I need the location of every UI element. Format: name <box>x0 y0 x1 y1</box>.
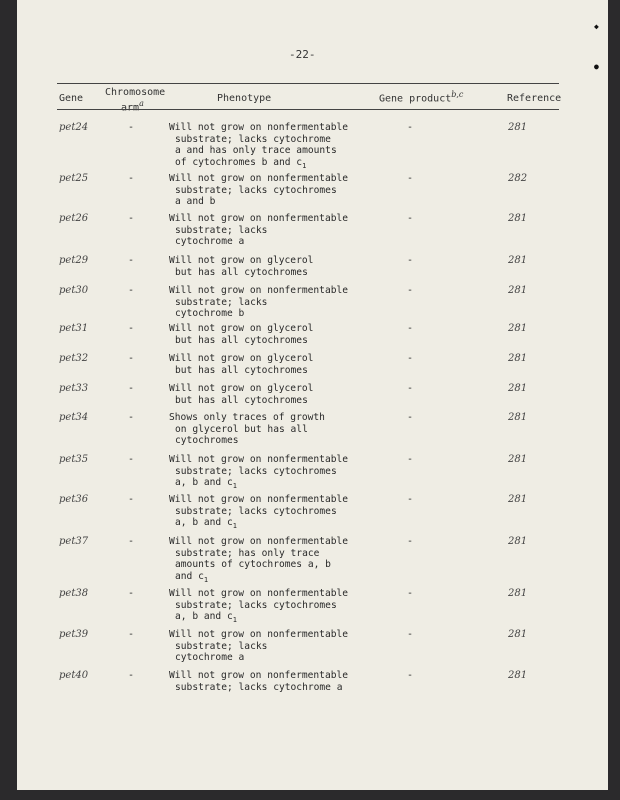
gene-cell: pet40 <box>59 670 89 681</box>
phenotype-line: on glycerol but has all <box>175 423 308 435</box>
phenotype-line: substrate; lacks <box>175 296 268 308</box>
gene-product-cell: - <box>407 353 414 364</box>
phenotype-line: substrate; lacks cytochromes <box>175 184 337 196</box>
phenotype-line: a, b and $c_1$ <box>175 517 237 531</box>
gene-product-cell: - <box>407 255 414 266</box>
phenotype-line: Will not grow on nonfermentable <box>169 629 349 640</box>
gene-cell: pet30 <box>59 285 89 296</box>
reference-cell: 281 <box>508 670 528 681</box>
phenotype-line: substrate; lacks cytochromes <box>175 465 337 477</box>
phenotype-line: Will not grow on nonfermentable <box>169 213 349 224</box>
phenotype-cell <box>169 213 348 248</box>
header-gene-product: Gene product$^{b,c}$ <box>379 90 464 105</box>
phenotype-cell <box>169 629 348 664</box>
phenotype-cell <box>169 285 348 320</box>
phenotype-line: a, b and $c_1$ <box>175 611 237 625</box>
gene-cell: pet32 <box>59 353 89 364</box>
gene-cell: pet38 <box>59 588 89 599</box>
phenotype-line: but has all cytochromes <box>175 394 308 406</box>
reference-cell: 281 <box>508 454 528 465</box>
chromosome-arm-cell: - <box>128 454 135 465</box>
phenotype-line: Will not grow on nonfermentable <box>169 536 349 547</box>
subscript: 1 <box>232 616 237 625</box>
gene-cell: pet24 <box>59 122 89 133</box>
chromosome-arm-cell: - <box>128 494 135 505</box>
phenotype-cell <box>169 122 348 172</box>
phenotype-cell <box>169 670 348 693</box>
gene-cell: pet35 <box>59 454 89 465</box>
phenotype-line: substrate; has only trace <box>175 547 320 559</box>
chromosome-arm-cell: - <box>128 173 135 184</box>
phenotype-cell <box>169 536 348 586</box>
gene-cell: pet34 <box>59 412 89 423</box>
gene-cell: pet33 <box>59 383 89 394</box>
phenotype-line: Will not grow on nonfermentable <box>169 588 349 599</box>
chromosome-arm-cell: - <box>128 536 135 547</box>
gene-product-cell: - <box>407 122 414 133</box>
phenotype-line: cytochromes <box>175 435 239 447</box>
chromosome-arm-cell: - <box>128 629 135 640</box>
gene-cell: pet39 <box>59 629 89 640</box>
phenotype-line: cytochrome a <box>175 236 245 248</box>
phenotype-cell <box>169 255 313 278</box>
gene-product-cell: - <box>407 670 414 681</box>
table-top-rule <box>57 83 559 84</box>
phenotype-line: substrate; lacks <box>175 640 268 652</box>
phenotype-line: Shows only traces of growth <box>169 412 325 423</box>
reference-cell: 281 <box>508 536 528 547</box>
phenotype-line: a and has only trace amounts <box>175 145 337 157</box>
subscript: 1 <box>232 482 237 491</box>
header-chromosome <box>105 87 165 98</box>
chromosome-arm-cell: - <box>128 412 135 423</box>
header-chromosome-arm: arm$^a$ <box>121 99 144 114</box>
document-page <box>17 0 608 790</box>
header-gene: Gene <box>59 93 84 104</box>
phenotype-line: Will not grow on nonfermentable <box>169 173 349 184</box>
gene-cell: pet29 <box>59 255 89 266</box>
phenotype-line: substrate; lacks cytochromes <box>175 505 337 517</box>
reference-cell: 281 <box>508 122 528 133</box>
reference-cell: 281 <box>508 588 528 599</box>
gene-product-cell: - <box>407 536 414 547</box>
gene-product-cell: - <box>407 323 414 334</box>
chromosome-arm-cell: - <box>128 255 135 266</box>
phenotype-cell <box>169 173 348 208</box>
chromosome-arm-cell: - <box>128 323 135 334</box>
subscript: 1 <box>232 522 237 531</box>
gene-product-cell: - <box>407 412 414 423</box>
phenotype-cell <box>169 494 348 533</box>
gene-cell: pet31 <box>59 323 89 334</box>
phenotype-cell <box>169 588 348 627</box>
phenotype-cell <box>169 323 313 346</box>
header-phenotype: Phenotype <box>217 93 272 104</box>
gene-cell: pet26 <box>59 213 89 224</box>
phenotype-line: but has all cytochromes <box>175 364 308 376</box>
reference-cell: 281 <box>508 383 528 394</box>
header-reference: Reference <box>507 93 562 104</box>
phenotype-line: substrate; lacks <box>175 224 268 236</box>
phenotype-line: and $c_1$ <box>175 570 209 584</box>
subscript: 1 <box>302 161 307 170</box>
phenotype-line: a and b <box>175 196 216 208</box>
phenotype-cell <box>169 383 313 406</box>
phenotype-line: Will not grow on glycerol <box>169 323 314 334</box>
scan-mark: ◆ <box>594 22 599 31</box>
page-number: -22- <box>289 48 316 61</box>
gene-product-cell: - <box>407 383 414 394</box>
phenotype-line: cytochrome a <box>175 652 245 664</box>
phenotype-line: but has all cytochromes <box>175 266 308 278</box>
phenotype-line: Will not grow on nonfermentable <box>169 454 349 465</box>
phenotype-line: cytochrome b <box>175 308 245 320</box>
phenotype-cell <box>169 412 325 447</box>
chromosome-arm-cell: - <box>128 122 135 133</box>
phenotype-line: Will not grow on nonfermentable <box>169 285 349 296</box>
phenotype-line: a, b and $c_1$ <box>175 477 237 491</box>
phenotype-line: of cytochromes b and $c_1$ <box>175 156 307 170</box>
reference-cell: 281 <box>508 323 528 334</box>
reference-cell: 281 <box>508 353 528 364</box>
phenotype-cell <box>169 353 313 376</box>
gene-product-cell: - <box>407 588 414 599</box>
gene-product-cell: - <box>407 454 414 465</box>
reference-cell: 281 <box>508 629 528 640</box>
reference-cell: 281 <box>508 494 528 505</box>
phenotype-line: but has all cytochromes <box>175 334 308 346</box>
phenotype-line: substrate; lacks cytochrome <box>175 133 331 145</box>
reference-cell: 282 <box>508 173 528 184</box>
chromosome-arm-cell: - <box>128 588 135 599</box>
gene-cell: pet36 <box>59 494 89 505</box>
phenotype-line: amounts of cytochromes a, b <box>175 559 331 571</box>
reference-cell: 281 <box>508 255 528 266</box>
gene-product-cell: - <box>407 494 414 505</box>
chromosome-arm-cell: - <box>128 213 135 224</box>
gene-cell: pet37 <box>59 536 89 547</box>
chromosome-arm-cell: - <box>128 353 135 364</box>
gene-product-cell: - <box>407 629 414 640</box>
gene-product-cell: - <box>407 285 414 296</box>
header-bottom-rule <box>57 109 559 110</box>
phenotype-line: substrate; lacks cytochromes <box>175 599 337 611</box>
phenotype-line: Will not grow on glycerol <box>169 383 314 394</box>
gene-product-cell: - <box>407 173 414 184</box>
scan-mark: ● <box>594 62 599 71</box>
phenotype-line: Will not grow on glycerol <box>169 255 314 266</box>
header-chromosome-line1: Chromosome <box>105 87 166 98</box>
reference-cell: 281 <box>508 213 528 224</box>
gene-product-cell: - <box>407 213 414 224</box>
subscript: 1 <box>203 575 209 584</box>
chromosome-arm-cell: - <box>128 285 135 296</box>
phenotype-line: substrate; lacks cytochrome a <box>175 681 343 693</box>
chromosome-arm-cell: - <box>128 670 135 681</box>
phenotype-line: Will not grow on nonfermentable <box>169 122 349 133</box>
phenotype-line: Will not grow on glycerol <box>169 353 314 364</box>
chromosome-arm-cell: - <box>128 383 135 394</box>
phenotype-line: Will not grow on nonfermentable <box>169 494 349 505</box>
phenotype-line: Will not grow on nonfermentable <box>169 670 349 681</box>
phenotype-cell <box>169 454 348 493</box>
reference-cell: 281 <box>508 412 528 423</box>
gene-cell: pet25 <box>59 173 89 184</box>
reference-cell: 281 <box>508 285 528 296</box>
